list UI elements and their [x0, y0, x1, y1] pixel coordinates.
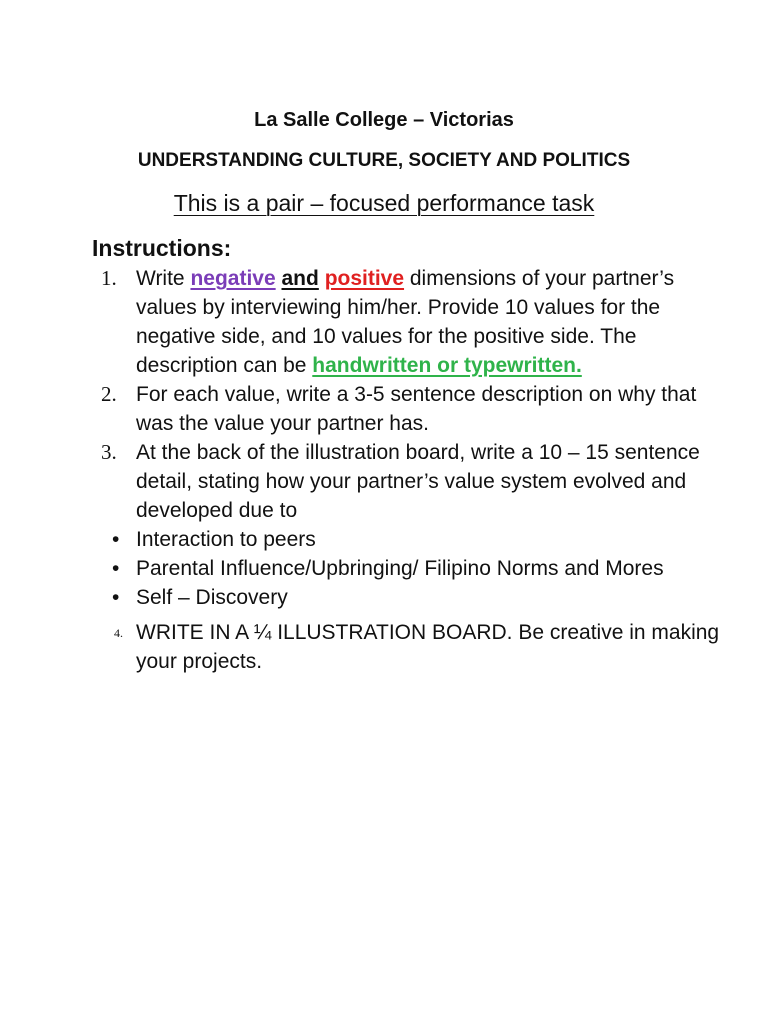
- instruction-item-1: [98, 264, 738, 380]
- item-text: Write: [136, 267, 191, 290]
- bullet-icon: •: [112, 557, 120, 580]
- bullet-text: Self – Discovery: [136, 586, 288, 609]
- item-text: At the back of the illustration board, write a 10 – 15 sentence detail, stating how your partner’s value system evolved and developed due to: [136, 441, 700, 522]
- instruction-item-2: [98, 380, 738, 438]
- task-subtitle-text: This is a pair – focused performance task: [173, 190, 595, 216]
- item-number: 4.: [114, 626, 123, 640]
- keyword-positive: positive: [324, 267, 405, 290]
- bullet-item-1: [98, 525, 738, 554]
- subject-title: UNDERSTANDING CULTURE, SOCIETY AND POLITICS: [137, 150, 631, 171]
- item-number: 3.: [101, 440, 117, 464]
- bullet-text: Parental Influence/Upbringing/ Filipino Norms and Mores: [136, 557, 664, 580]
- instruction-item-4: [98, 618, 738, 676]
- item-text: WRITE IN A ¼ ILLUSTRATION BOARD. Be creative in making your projects.: [136, 621, 720, 673]
- item-number: 2.: [101, 382, 117, 406]
- item-text: dimensions of your partner’s values by interviewing him/her. Provide 10 values for the negative side, and 10 values for the positive side. The description can be: [136, 267, 675, 377]
- keyword-handwritten: handwritten or typewritten.: [312, 354, 582, 377]
- instructions-heading: Instructions:: [92, 235, 232, 261]
- bullet-item-3: [98, 583, 738, 612]
- bullet-icon: •: [112, 586, 120, 609]
- bullet-text: Interaction to peers: [136, 528, 316, 551]
- item-number: 1.: [101, 266, 117, 290]
- bullet-item-2: [98, 554, 738, 583]
- bullet-icon: •: [112, 528, 120, 551]
- instruction-item-3: [98, 438, 738, 525]
- school-name: La Salle College – Victorias: [254, 109, 514, 131]
- instructions-list: [98, 264, 738, 676]
- item-text: For each value, write a 3-5 sentence description on why that was the value your partner has.: [136, 383, 697, 435]
- keyword-negative: negative: [190, 267, 276, 290]
- keyword-and: and: [281, 267, 319, 290]
- task-subtitle: [0, 188, 768, 218]
